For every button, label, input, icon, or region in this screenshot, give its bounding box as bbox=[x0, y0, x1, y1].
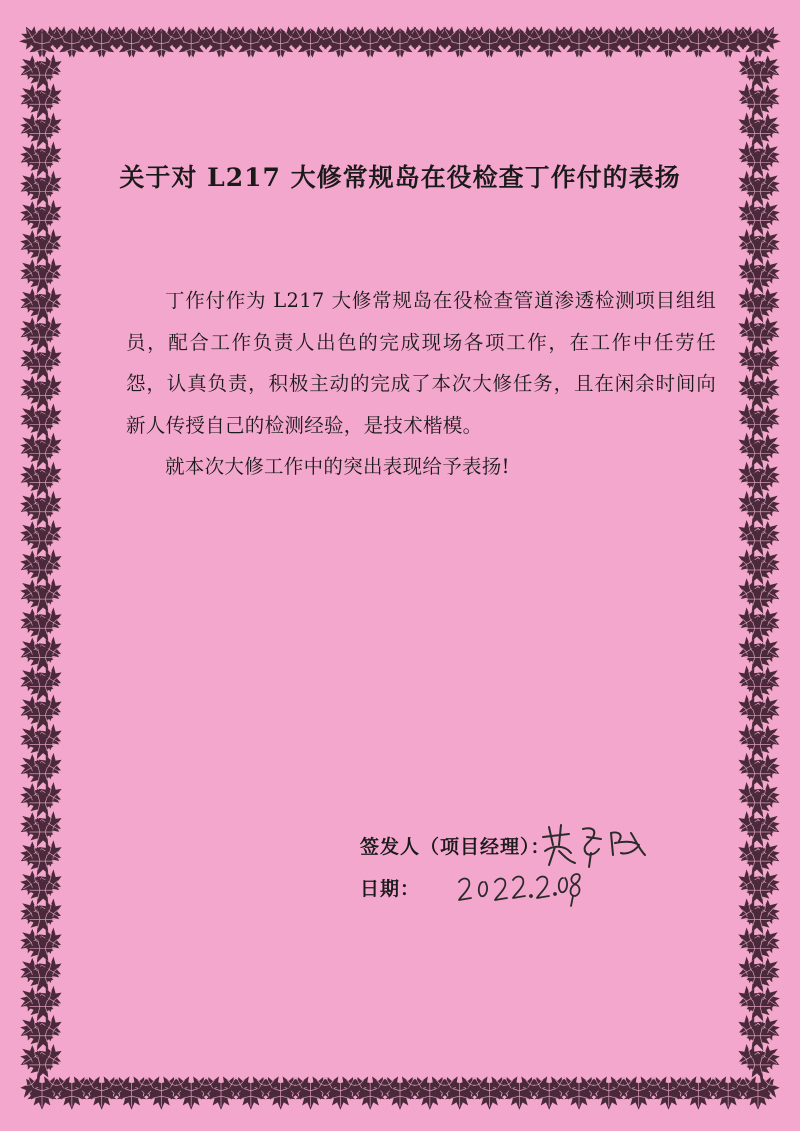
signer-label: 签发人（项目经理）： bbox=[360, 836, 551, 858]
body-paragraph-2: 就本次大修工作中的突出表现给予表扬! bbox=[165, 455, 510, 478]
date-label: 日期： bbox=[360, 878, 421, 900]
letter-body bbox=[126, 280, 716, 488]
letter-title: 关于对 L217 大修常规岛在役检查丁作付的表扬 bbox=[119, 163, 681, 192]
body-paragraph-1: 丁作付作为 L217 大修常规岛在役检查管道渗透检测项目组组员，配合工作负责人出色的完成现场各项工作，在工作中任劳任怨，认真负责，积极主动的完成了本次大修任务，且在闲余时间向新人传授自己的检测经验，是技术楷模。 bbox=[126, 289, 716, 437]
handwritten-date bbox=[455, 862, 585, 907]
